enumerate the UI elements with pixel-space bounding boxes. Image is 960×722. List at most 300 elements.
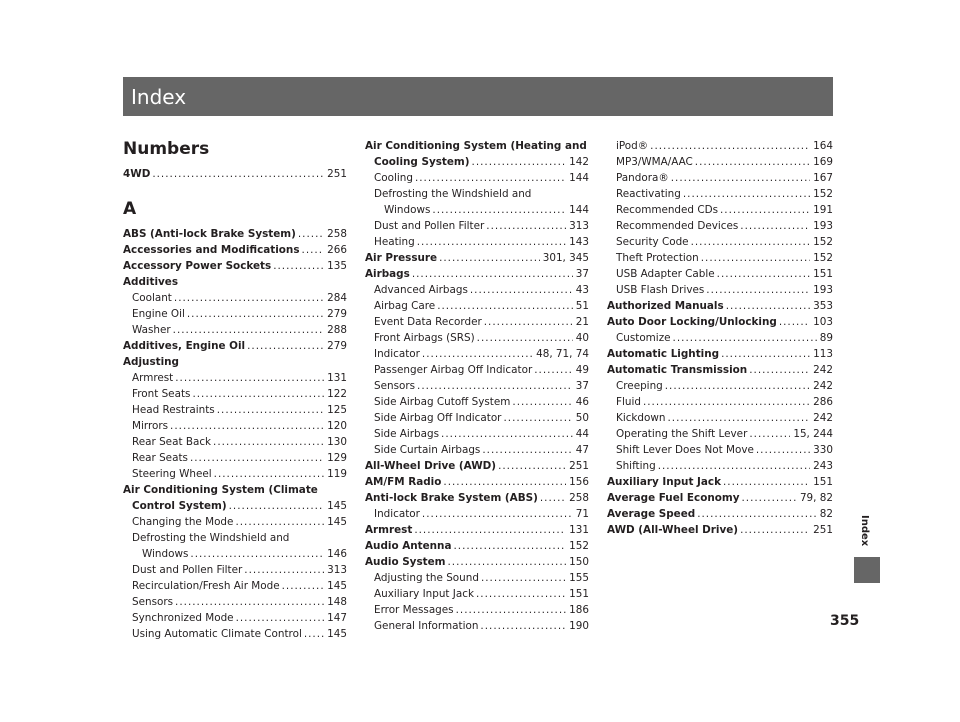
index-entry-label: ABS (Anti-lock Brake System) (123, 228, 296, 240)
index-entry[interactable] (607, 522, 833, 538)
dot-leader (152, 166, 324, 182)
index-entry[interactable] (123, 594, 347, 610)
dot-leader (414, 522, 566, 538)
index-entry-label: Engine Oil (132, 308, 185, 320)
index-entry-label: Average Fuel Economy (607, 492, 740, 504)
dot-leader (302, 242, 325, 258)
index-entry-page[interactable]: 286 (813, 396, 833, 408)
dot-leader (476, 586, 566, 602)
index-entry-label: Dust and Pollen Filter (374, 220, 485, 232)
index-entry[interactable] (123, 514, 347, 530)
index-entry-page[interactable]: 169 (813, 156, 833, 168)
index-entry-page[interactable]: 155 (569, 572, 589, 584)
index-entry[interactable] (365, 570, 589, 586)
index-entry[interactable] (365, 618, 589, 634)
dot-leader (304, 626, 324, 642)
index-entry-label: Auxiliary Input Jack (607, 476, 721, 488)
index-entry-page[interactable]: 258 (327, 228, 347, 240)
index-entry-page[interactable]: 120 (327, 420, 347, 432)
index-entry-heading: Air Conditioning System (Heating and (365, 140, 587, 152)
index-entry[interactable] (607, 202, 833, 218)
index-entry-page[interactable]: 148 (327, 596, 347, 608)
index-entry[interactable] (123, 466, 347, 482)
index-entry[interactable] (123, 338, 347, 354)
index-entry-page[interactable]: 152 (813, 188, 833, 200)
section-heading: A (123, 199, 137, 219)
dot-leader (217, 402, 324, 418)
index-entry-label: Security Code (616, 236, 689, 248)
index-entry-page[interactable]: 145 (327, 580, 347, 592)
index-entry-page[interactable]: 135 (327, 260, 347, 272)
dot-leader (740, 218, 810, 234)
index-entry-label: Steering Wheel (132, 468, 212, 480)
index-entry-label: Audio Antenna (365, 540, 452, 552)
index-entry-page[interactable]: 145 (327, 500, 347, 512)
index-entry-heading: Additives (123, 276, 179, 288)
index-entry[interactable] (365, 298, 589, 314)
dot-leader (214, 466, 325, 482)
index-entry-page[interactable]: 152 (569, 540, 589, 552)
dot-leader (422, 506, 573, 522)
index-entry-page[interactable]: 313 (569, 220, 589, 232)
dot-leader (749, 426, 790, 442)
dot-leader (482, 442, 572, 458)
index-entry[interactable] (123, 498, 347, 514)
index-entry[interactable] (123, 290, 347, 306)
index-entry-page[interactable]: 119 (327, 468, 347, 480)
index-entry-page[interactable]: 145 (327, 516, 347, 528)
index-entry-label: 4WD (123, 168, 151, 180)
dot-leader (726, 298, 810, 314)
index-entry[interactable] (607, 362, 833, 378)
dot-leader (650, 138, 810, 154)
dot-leader (691, 234, 811, 250)
index-entry-page[interactable]: 51 (575, 300, 589, 312)
index-entry-label: iPod® (616, 140, 649, 152)
index-entry-label: Airbag Care (374, 300, 436, 312)
index-entry-page[interactable]: 103 (813, 316, 833, 328)
index-entry-page[interactable]: 242 (813, 380, 833, 392)
section-side-label: Index (859, 515, 870, 547)
index-entry-label: Front Airbags (SRS) (374, 332, 475, 344)
dot-leader (229, 498, 325, 514)
index-entry-label: Fluid (616, 396, 641, 408)
index-entry[interactable] (607, 506, 833, 522)
index-entry-label: Sensors (132, 596, 174, 608)
dot-leader (190, 546, 324, 562)
index-entry[interactable] (123, 434, 347, 450)
dot-leader (213, 434, 324, 450)
index-entry-page[interactable]: 353 (813, 300, 833, 312)
dot-leader (779, 314, 810, 330)
dot-leader (701, 250, 810, 266)
index-entry-label: Automatic Lighting (607, 348, 720, 360)
index-entry-label: Side Curtain Airbags (374, 444, 481, 456)
index-entry-page[interactable]: 279 (327, 340, 347, 352)
index-entry-page[interactable]: 46 (575, 396, 589, 408)
index-entry[interactable] (607, 170, 833, 186)
index-entry-page[interactable]: 151 (813, 268, 833, 280)
index-entry[interactable] (607, 266, 833, 282)
index-entry-page[interactable]: 131 (569, 524, 589, 536)
index-entry-label: Event Data Recorder (374, 316, 482, 328)
index-entry-page[interactable]: 21 (575, 316, 589, 328)
index-entry[interactable] (365, 474, 589, 490)
index-entry[interactable] (123, 626, 347, 642)
index-entry[interactable] (123, 562, 347, 578)
index-entry-page[interactable]: 258 (569, 492, 589, 504)
index-entry-label: Recommended Devices (616, 220, 739, 232)
dot-leader (192, 386, 324, 402)
section-heading: Numbers (123, 139, 210, 159)
index-entry-label: Average Speed (607, 508, 696, 520)
index-entry-label: Synchronized Mode (132, 612, 234, 624)
index-entry[interactable] (607, 426, 833, 442)
index-entry-page[interactable]: 144 (569, 172, 589, 184)
index-entry-page[interactable]: 145 (327, 628, 347, 640)
index-entry-label: Head Restraints (132, 404, 215, 416)
index-entry-label: Auto Door Locking/Unlocking (607, 316, 777, 328)
index-entry-page[interactable]: 301, 345 (542, 252, 589, 264)
dot-leader (443, 474, 566, 490)
index-entry[interactable] (607, 138, 833, 154)
dot-leader (415, 170, 566, 186)
index-entry[interactable] (607, 250, 833, 266)
index-entry[interactable] (365, 362, 589, 378)
index-entry[interactable] (123, 402, 347, 418)
index-entry[interactable] (123, 578, 347, 594)
index-entry[interactable] (123, 386, 347, 402)
index-entry[interactable] (607, 186, 833, 202)
dot-leader (498, 458, 566, 474)
index-entry-page[interactable]: 288 (327, 324, 347, 336)
spacer (123, 182, 347, 198)
dot-leader (503, 410, 572, 426)
index-entry-page[interactable]: 152 (813, 236, 833, 248)
dot-leader (447, 554, 566, 570)
index-entry-page[interactable]: 242 (813, 364, 833, 376)
index-entry[interactable] (123, 306, 347, 322)
index-entry-label: Reactivating (616, 188, 681, 200)
index-entry-page[interactable]: 164 (813, 140, 833, 152)
index-entry-page[interactable]: 40 (575, 332, 589, 344)
index-entry[interactable] (365, 314, 589, 330)
index-entry[interactable] (365, 282, 589, 298)
index-entry[interactable] (607, 314, 833, 330)
index-entry[interactable] (607, 298, 833, 314)
dot-leader (477, 330, 573, 346)
index-entry[interactable] (123, 418, 347, 434)
dot-leader (643, 394, 810, 410)
dot-leader (456, 602, 567, 618)
index-entry-page[interactable]: 89 (819, 332, 833, 344)
index-entry[interactable] (607, 330, 833, 346)
index-entry-page[interactable]: 242 (813, 412, 833, 424)
index-column-2 (365, 138, 589, 634)
dot-leader (412, 266, 573, 282)
index-entry-label: Cooling System) (374, 156, 470, 168)
index-entry-label: MP3/WMA/AAC (616, 156, 693, 168)
index-entry-label: USB Adapter Cable (616, 268, 715, 280)
index-entry-page[interactable]: 47 (575, 444, 589, 456)
index-entry-page[interactable]: 48, 71, 74 (536, 348, 589, 360)
dot-leader (437, 298, 573, 314)
index-entry-label: Side Airbags (374, 428, 440, 440)
index-entry-heading: Air Conditioning System (Climate (123, 484, 318, 496)
index-entry-label: Creeping (616, 380, 663, 392)
index-entry-label: Windows (384, 204, 431, 216)
index-entry-label: Dust and Pollen Filter (132, 564, 243, 576)
dot-leader (190, 450, 324, 466)
index-entry-label: USB Flash Drives (616, 284, 705, 296)
dot-leader (441, 426, 573, 442)
dot-leader (756, 442, 810, 458)
index-entry-page[interactable]: 186 (569, 604, 589, 616)
dot-leader (236, 610, 325, 626)
index-entry[interactable] (365, 586, 589, 602)
index-entry[interactable] (607, 394, 833, 410)
index-entry-page[interactable]: 251 (569, 460, 589, 472)
index-entry-page[interactable]: 142 (569, 156, 589, 168)
index-entry-label: Airbags (365, 268, 410, 280)
dot-leader (417, 378, 573, 394)
dot-leader (481, 570, 566, 586)
index-entry[interactable] (123, 226, 347, 242)
index-entry-label: Audio System (365, 556, 446, 568)
dot-leader (472, 154, 567, 170)
index-entry-label: Operating the Shift Lever (616, 428, 748, 440)
index-entry[interactable] (365, 554, 589, 570)
index-entry[interactable] (365, 394, 589, 410)
index-entry-label: Accessories and Modifications (123, 244, 300, 256)
index-entry-heading: Defrosting the Windshield and (132, 532, 290, 544)
dot-leader (534, 362, 573, 378)
index-entry-page[interactable]: 190 (569, 620, 589, 632)
index-entry-page[interactable]: 243 (813, 460, 833, 472)
index-entry-label: Accessory Power Sockets (123, 260, 272, 272)
index-entry-label: Armrest (365, 524, 413, 536)
index-entry[interactable] (607, 474, 833, 490)
dot-leader (174, 290, 324, 306)
dot-leader (695, 154, 810, 170)
dot-leader (673, 330, 817, 346)
index-entry-label: Armrest (132, 372, 174, 384)
index-column-3 (607, 138, 833, 538)
index-entry-page[interactable]: 313 (327, 564, 347, 576)
dot-leader (480, 618, 566, 634)
index-entry-label: Windows (142, 548, 189, 560)
index-entry-page[interactable]: 143 (569, 236, 589, 248)
index-entry-page[interactable]: 50 (575, 412, 589, 424)
index-entry-label: Changing the Mode (132, 516, 234, 528)
dot-leader (723, 474, 810, 490)
index-column-1 (123, 138, 347, 642)
index-entry[interactable] (607, 378, 833, 394)
index-entry-label: Indicator (374, 508, 420, 520)
index-entry-page[interactable]: 37 (575, 380, 589, 392)
index-entry-page[interactable]: 82 (819, 508, 833, 520)
page-title: Index (131, 85, 187, 109)
dot-leader (540, 490, 566, 506)
index-entry-page[interactable]: 122 (327, 388, 347, 400)
index-entry-page[interactable]: 167 (813, 172, 833, 184)
dot-leader (741, 490, 796, 506)
index-entry-label: Authorized Manuals (607, 300, 724, 312)
index-entry[interactable] (365, 378, 589, 394)
index-entry-page[interactable]: 151 (813, 476, 833, 488)
index-entry-label: Pandora® (616, 172, 669, 184)
index-entry-page[interactable]: 37 (575, 268, 589, 280)
index-entry[interactable] (365, 154, 589, 170)
dot-leader (486, 218, 566, 234)
index-entry-page[interactable]: 131 (327, 372, 347, 384)
dot-leader (170, 418, 324, 434)
index-entry-label: Mirrors (132, 420, 169, 432)
index-entry[interactable] (365, 346, 589, 362)
index-entry[interactable] (607, 154, 833, 170)
index-entry[interactable] (365, 330, 589, 346)
index-entry[interactable] (123, 322, 347, 338)
index-entry[interactable] (607, 218, 833, 234)
index-entry[interactable] (123, 610, 347, 626)
index-entry-page[interactable]: 147 (327, 612, 347, 624)
index-entry[interactable] (365, 266, 589, 282)
index-entry-label: Side Airbag Off Indicator (374, 412, 502, 424)
index-entry[interactable] (607, 490, 833, 506)
index-entry-page[interactable]: 15, 244 (793, 428, 833, 440)
dot-leader (667, 410, 810, 426)
index-entry[interactable] (607, 234, 833, 250)
index-entry[interactable] (365, 234, 589, 250)
index-entry-page[interactable]: 193 (813, 220, 833, 232)
index-entry[interactable] (123, 370, 347, 386)
dot-leader (749, 362, 810, 378)
index-entry[interactable] (607, 458, 833, 474)
index-entry[interactable] (607, 282, 833, 298)
index-entry[interactable] (365, 522, 589, 538)
index-entry-page[interactable]: 330 (813, 444, 833, 456)
index-entry-page[interactable]: 71 (575, 508, 589, 520)
dot-leader (173, 322, 325, 338)
dot-leader (432, 202, 566, 218)
index-entry[interactable] (365, 506, 589, 522)
index-entry-page[interactable]: 151 (569, 588, 589, 600)
index-entry-label: Shift Lever Does Not Move (616, 444, 754, 456)
dot-leader (721, 346, 810, 362)
index-entry-label: Error Messages (374, 604, 454, 616)
index-entry-label: Sensors (374, 380, 416, 392)
index-entry-page[interactable]: 146 (327, 548, 347, 560)
index-entry-label: Rear Seat Back (132, 436, 212, 448)
index-entry[interactable] (365, 538, 589, 554)
index-entry[interactable] (365, 442, 589, 458)
index-entry[interactable] (365, 490, 589, 506)
index-entry-page[interactable]: 130 (327, 436, 347, 448)
index-entry[interactable] (607, 346, 833, 362)
index-entry[interactable] (123, 450, 347, 466)
dot-leader (658, 458, 810, 474)
index-entry-page[interactable]: 113 (813, 348, 833, 360)
dot-leader (470, 282, 573, 298)
index-entry[interactable] (365, 458, 589, 474)
dot-leader (235, 514, 324, 530)
index-entry-page[interactable]: 284 (327, 292, 347, 304)
index-entry-page[interactable]: 156 (569, 476, 589, 488)
index-entry-label: Adjusting the Sound (374, 572, 479, 584)
index-entry[interactable] (123, 258, 347, 274)
index-entry-label: Cooling (374, 172, 413, 184)
index-entry-label: Air Pressure (365, 252, 438, 264)
index-entry[interactable] (365, 202, 589, 218)
index-entry-label: Customize (616, 332, 671, 344)
dot-leader (671, 170, 810, 186)
index-entry[interactable] (365, 170, 589, 186)
index-entry-label: Control System) (132, 500, 227, 512)
index-entry-page[interactable]: 79, 82 (799, 492, 833, 504)
index-entry[interactable] (123, 166, 347, 182)
index-entry[interactable] (365, 250, 589, 266)
index-entry-label: Auxiliary Input Jack (374, 588, 474, 600)
dot-leader (417, 234, 566, 250)
index-entry-label: Automatic Transmission (607, 364, 748, 376)
index-entry-label: Indicator (374, 348, 420, 360)
index-entry-heading: Defrosting the Windshield and (374, 188, 532, 200)
index-entry[interactable] (365, 602, 589, 618)
index-entry-page[interactable]: 144 (569, 204, 589, 216)
index-entry-label: Kickdown (616, 412, 666, 424)
index-entry-label: Washer (132, 324, 171, 336)
index-entry[interactable] (365, 426, 589, 442)
index-entry-page[interactable]: 43 (575, 284, 589, 296)
index-entry-page[interactable]: 129 (327, 452, 347, 464)
index-entry-label: Theft Protection (616, 252, 699, 264)
index-entry-page[interactable]: 44 (575, 428, 589, 440)
dot-leader (247, 338, 324, 354)
index-entry[interactable] (123, 242, 347, 258)
index-entry[interactable] (365, 410, 589, 426)
section-tab (854, 557, 880, 583)
index-entry-page[interactable]: 191 (813, 204, 833, 216)
index-entry-page[interactable]: 152 (813, 252, 833, 264)
index-entry-page[interactable]: 193 (813, 284, 833, 296)
index-entry-label: Anti-lock Brake System (ABS) (365, 492, 538, 504)
dot-leader (244, 562, 324, 578)
dot-leader (175, 594, 324, 610)
dot-leader (697, 506, 817, 522)
index-entry[interactable] (607, 410, 833, 426)
index-entry-label: Recirculation/Fresh Air Mode (132, 580, 280, 592)
index-entry-page[interactable]: 150 (569, 556, 589, 568)
dot-leader (683, 186, 810, 202)
index-entry-label: Passenger Airbag Off Indicator (374, 364, 533, 376)
index-entry[interactable] (607, 442, 833, 458)
index-entry[interactable] (123, 546, 347, 562)
index-entry[interactable] (365, 218, 589, 234)
index-entry-page[interactable]: 251 (813, 524, 833, 536)
index-entry-page[interactable]: 266 (327, 244, 347, 256)
index-entry-label: AM/FM Radio (365, 476, 442, 488)
index-entry-page[interactable]: 125 (327, 404, 347, 416)
index-entry-page[interactable]: 251 (327, 168, 347, 180)
index-entry-label: Recommended CDs (616, 204, 718, 216)
index-entry-label: Additives, Engine Oil (123, 340, 246, 352)
dot-leader (740, 522, 810, 538)
dot-leader (717, 266, 811, 282)
index-entry-page[interactable]: 279 (327, 308, 347, 320)
index-entry-page[interactable]: 49 (575, 364, 589, 376)
index-entry-label: Side Airbag Cutoff System (374, 396, 511, 408)
dot-leader (453, 538, 566, 554)
